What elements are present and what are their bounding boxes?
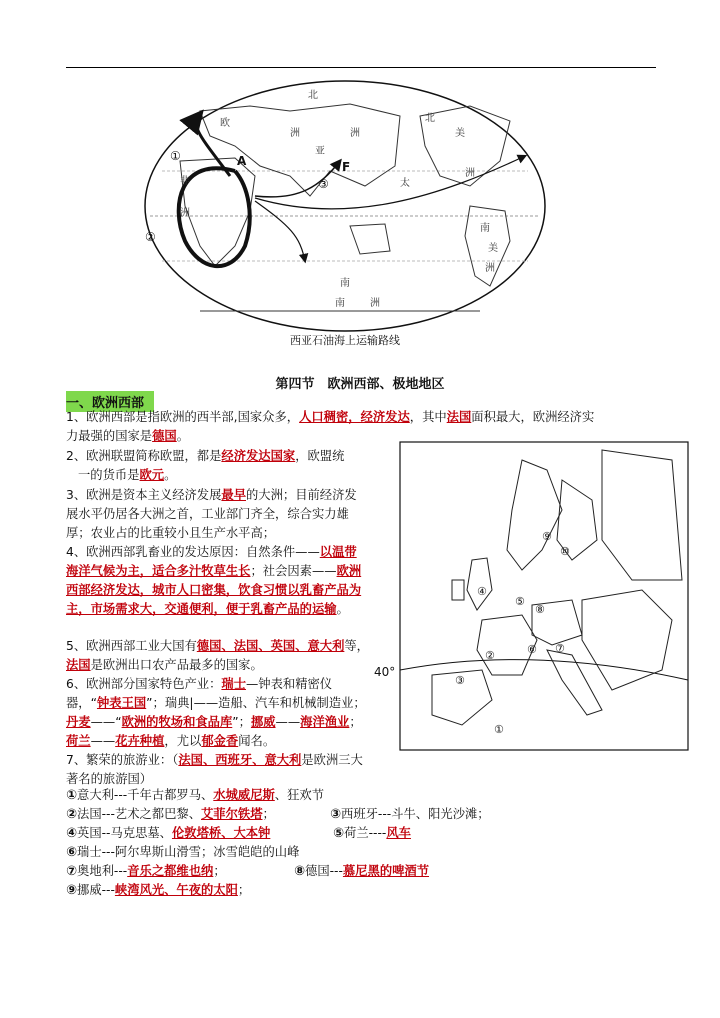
label-circle-1: ① [170,149,181,163]
label-na-b: 美 [455,128,465,139]
label-na-c: 洲 [465,168,475,179]
europe-map-frame [400,442,688,750]
header-rule [66,67,656,68]
marker-2: ② [485,649,495,662]
heading-europe-west: 一、欧洲西部 [66,391,154,412]
tour-item-3: ③西班牙---斗牛、阳光沙滩； [330,807,490,822]
marker-3: ③ [455,674,465,687]
label-africa-b: 洲 [180,208,190,219]
para-3: 3、欧洲是资本主义经济发展最早的大洲；目前经济发展水平仍居各大洲之首，工业部门齐全，综合实力雄厚；农业占的比重较小且生产水平高； [66,488,357,540]
tour-item-9: ⑨挪威---峡湾风光、午夜的太阳； [66,883,251,898]
label-europe-b: 洲 [290,128,300,139]
marker-1: ① [494,723,504,736]
para-1: 1、欧洲西部是指欧洲的西半部,国家众多，人口稠密，经济发达，其中法国面积最大，欧洲经济实 力最强的国家是德国。 [66,410,595,443]
marker-5: ⑤ [515,595,525,608]
label-sa-c: 洲 [485,263,495,274]
label-antarctic2: 洲 [370,298,380,309]
para-4: 4、欧洲西部乳畜业的发达原因：自然条件——以温带海洋气候为主，适合多汁牧草生长；社会因素——欧洲西部经济发达，城市人口密集，饮食习惯以乳畜产品为主，市场需求大，交通便利，便于乳畜产品的运输。 [66,545,362,616]
label-north: 北 [308,90,318,101]
label-pacific: 太 [400,178,410,189]
label-na-a: 北 [425,113,435,124]
latitude-label: 40° [374,665,396,679]
para-6: 6、欧洲部分国家特色产业：瑞士—钟表和精密仪器，“钟表王国”；瑞典|——造船、汽车和机械制造业；丹麦——“欧洲的牧场和食品库”；挪威——海洋渔业；荷兰——花卉种植，尤以郁金香闻名。 [66,677,366,748]
label-sa-b: 美 [488,243,498,254]
world-oil-route-map [140,76,550,351]
tour-item-4: ④英国--马克思墓、伦敦塔桥、大本钟 [66,826,271,841]
section-title: 第四节 欧洲西部、极地地区 [275,377,445,392]
tour-item-1: ①意大利---千年古都罗马、水城威尼斯、狂欢节 [66,788,324,803]
marker-7: ⑦ [555,642,565,655]
label-circle-2: ② [145,230,156,244]
label-africa-a: 非 [180,176,190,187]
para-7: 7、繁荣的旅游业：（法国、西班牙、意大利是欧洲三大著名的旅游国） [66,753,363,786]
map-caption: 西亚石油海上运输路线 [290,334,400,347]
label-point-f: F [342,160,351,174]
label-asia-a: 亚 [315,146,325,157]
tour-item-7: ⑦奥地利---音乐之都维也纳； [66,864,226,879]
europe-map [372,440,690,752]
para-2: 2、欧洲联盟简称欧盟，都是经济发达国家，欧盟统 一的货币是欧元。 [66,449,345,482]
para-5: 5、欧洲西部工业大国有德国、法国、英国、意大利等， 法国是欧洲出口农产品最多的国家。 [66,639,376,672]
tour-item-2: ②法国---艺术之都巴黎、艾菲尔铁塔； [66,807,275,822]
label-point-a: A [237,154,247,168]
label-asia-b: 洲 [350,128,360,139]
marker-8: ⑧ [535,603,545,616]
tour-item-8: ⑧德国---慕尼黑的啤酒节 [294,864,430,879]
label-circle-3: ③ [318,177,329,191]
label-europe-a: 欧 [220,118,230,129]
marker-10: ⑩ [560,545,570,558]
label-antarctic: 南 [335,298,345,309]
tour-item-5: ⑤荷兰----风车 [333,826,411,841]
marker-4: ④ [477,585,487,598]
marker-6: ⑥ [527,643,537,656]
tour-item-6: ⑥瑞士---阿尔卑斯山滑雪；冰雪皑皑的山峰 [66,845,300,860]
label-sa-a: 南 [480,223,490,234]
map-frame [145,81,545,331]
marker-9: ⑨ [542,530,552,543]
label-ocean-south: 南 [340,278,350,289]
